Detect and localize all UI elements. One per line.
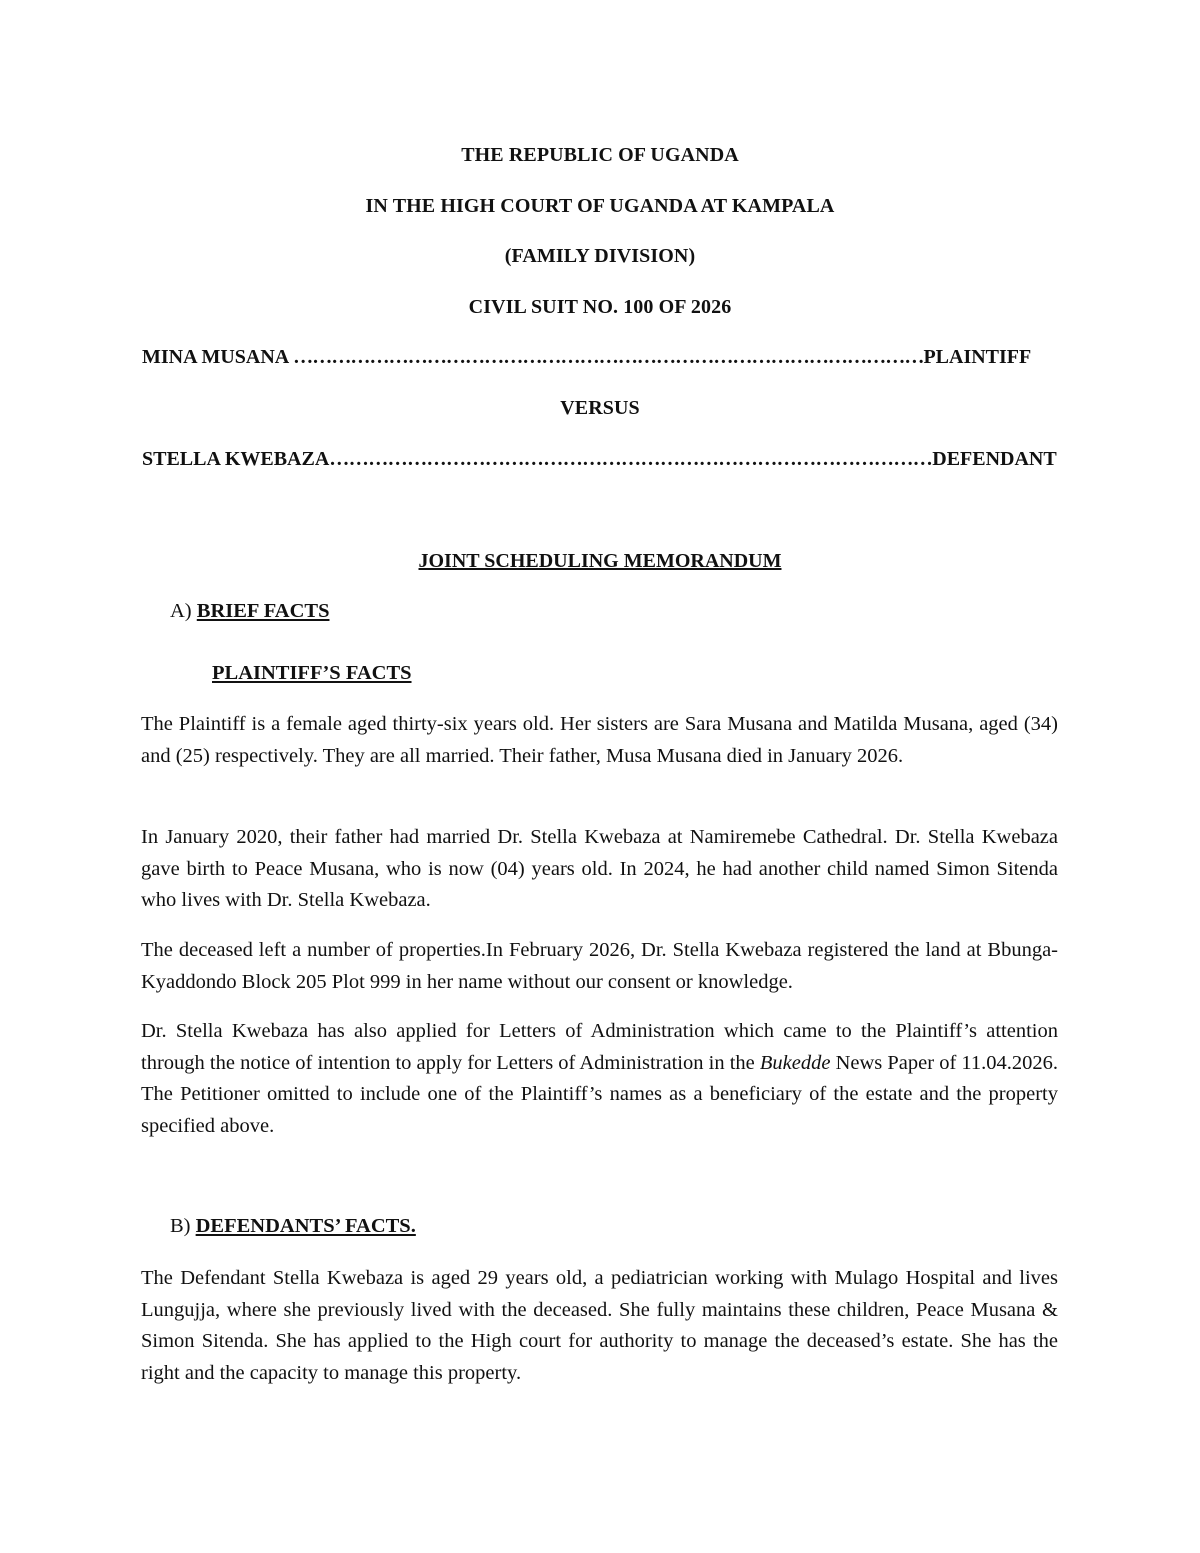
defendant-line [142, 448, 1057, 471]
plaintiff-fact-paragraph-2: In January 2020, their father had married Dr. Stella Kwebaza at Namiremebe Cathedral. Dr. Stella Kwebaza gave birth to Peace Musana, who is now (04) years old. In 2024, he had another child named Simon Sitenda who lives with Dr. Stella Kwebaza. [141, 826, 1058, 911]
plaintiff-role: PLAINTIFF [923, 346, 1032, 368]
plaintiff-fact-paragraph-4: Dr. Stella Kwebaza has also applied for Letters of Administration which came to the Plaintiff’s attention through the notice of intention to apply for Letters of Administration in the Bukedde News Paper of 11.04.2026. The Petitioner omitted to include one of the Plaintiff’s names as a beneficiary of the estate and the property specified above. [141, 1020, 1059, 1137]
defendant-name: STELLA KWEBAZA [142, 448, 330, 470]
section-b-heading [170, 1215, 416, 1238]
heading-republic: THE REPUBLIC OF UGANDA [461, 144, 739, 166]
section-b-label: DEFENDANTS’ FACTS. [195, 1215, 416, 1237]
newspaper-name: Bukedde [759, 1051, 831, 1074]
defendant-role: DEFENDANT [932, 448, 1057, 470]
memo-title: JOINT SCHEDULING MEMORANDUM [418, 550, 782, 572]
heading-case-number: CIVIL SUIT NO. 100 OF 2026 [468, 296, 732, 318]
section-a-heading [170, 600, 329, 623]
section-b-prefix: B) [170, 1215, 196, 1237]
defendant-dots: ………………………………………………………………………………… [329, 448, 933, 470]
heading-division: (FAMILY DIVISION) [504, 245, 696, 267]
heading-court: IN THE HIGH COURT OF UGANDA AT KAMPALA [365, 195, 835, 217]
plaintiff-line [142, 346, 1031, 369]
plaintiff-fact-paragraph-1: The Plaintiff is a female aged thirty-six years old. Her sisters are Sara Musana and Matilda Musana, aged (34) and (25) respectively. They are all married. Their father, Musa Musana died in January 2026. [141, 713, 1058, 767]
section-a-label: BRIEF FACTS [196, 600, 330, 622]
versus-label: VERSUS [560, 397, 640, 419]
plaintiff-dots: ……………………………………………………………………………………… [293, 346, 924, 368]
defendant-fact-paragraph-1: The Defendant Stella Kwebaza is aged 29 years old, a pediatrician working with Mulago Hospital and lives Lungujja, where she previously lived with the deceased. She fully maintains these children, Peace Musana & Simon Sitenda. She has applied to the High court for authority to manage the deceased’s estate. She has the right and the capacity to manage this property. [141, 1267, 1058, 1384]
section-a-prefix: A) [170, 600, 197, 622]
plaintiff-name: MINA MUSANA [142, 346, 294, 368]
plaintiff-facts-heading: PLAINTIFF’S FACTS [212, 662, 412, 684]
plaintiff-fact-paragraph-3: The deceased left a number of properties.In February 2026, Dr. Stella Kwebaza registered the land at Bbunga- Kyaddondo Block 205 Plot 999 in her name without our consent or knowledge. [141, 939, 1058, 993]
